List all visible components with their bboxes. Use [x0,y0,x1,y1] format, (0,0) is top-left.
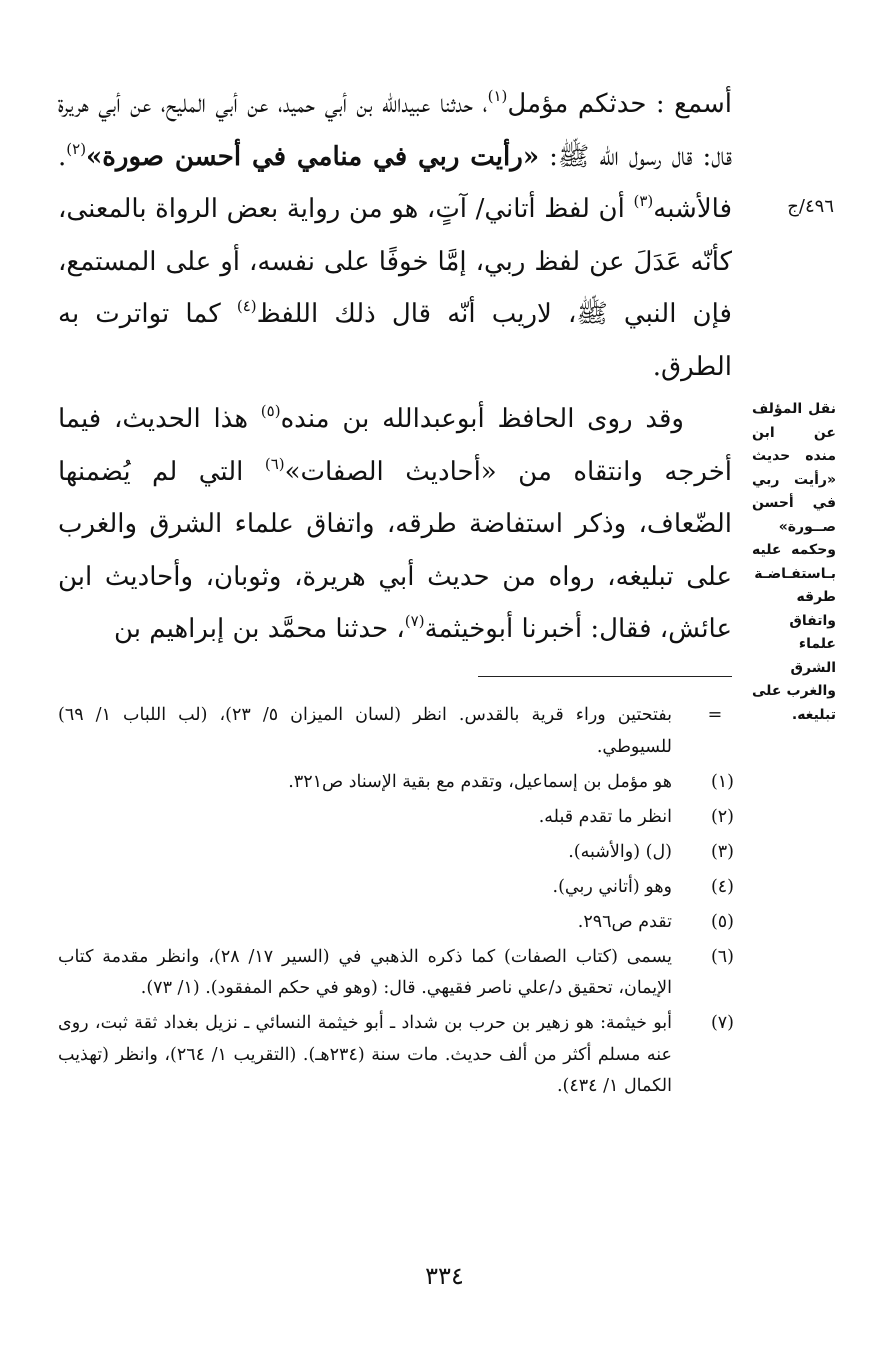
footnote-2 [58,802,734,834]
paragraph-2 [58,393,732,656]
text-run: ، حدثنا عبيدالله بن أبي حميد، عن أبي المليح، عن أبي هريرة قال: قال رسول الله ﷺ: [58,89,733,172]
footnote-ref-4[interactable]: (٤) [236,297,257,315]
footnote-separator [478,676,732,677]
footnote-text: تقدم ص٢٩٦. [577,911,672,932]
paragraph-1 [58,78,732,393]
footnote-number: = [707,705,723,725]
footnote-text: (ل) (والأشبه). [568,841,672,862]
footnote-text: أبو خيثمة: هو زهير بن حرب بن شداد ـ أبو خيثمة النسائي ـ نزيل بغداد ثقة ثبت، روى عنه مسلم أكثر من ألف حديث. مات سنة (٢٣٤هـ). (التقريب ١/ ٢٦٤)، وانظر (تهذيب الكمال ١/ ٤٣٤). [58,1013,672,1096]
footnote-ref-5[interactable]: (٥) [260,402,281,420]
text-run: أن لفظ أتاني/ آتٍ، هو من رواية بعض الرواة بالمعنى، كأنّه عَدَلَ عن لفظ ربي، إمَّا خوفًا على نفسه، أو على المستمع، فإن النبي ﷺ، لاريب أنّه قال ذلك اللفظ [58,194,732,329]
footnotes [58,700,734,1106]
text-run: التي لم يُضمنها الضّعاف، وذكر استفاضة طرقه، واتفاق علماء الشرق والغرب على تبليغه، رواه من حديث أبي هريرة، وثوبان، وأحاديث ابن عائش، فقال: أخبرنا أبوخيثمة [58,456,732,644]
page-number: ٣٣٤ [425,1262,464,1290]
footnote-number: (٦) [710,946,734,967]
footnote-number: (٤) [710,876,734,897]
footnote-ref-7[interactable]: (٧) [404,612,425,630]
footnote-5 [58,907,734,939]
footnote-ref-6[interactable]: (٦) [264,454,285,473]
margin-page-reference: ٤٩٦/ج [787,196,834,217]
footnote-7 [58,1008,734,1103]
footnote-number: (١) [710,771,734,792]
text-run: . فالأشبه [58,141,732,224]
footnote-text: انظر ما تقدم قبله. [538,806,672,827]
footnote-number: (٣) [710,841,734,862]
text-run: ، حدثنا محمَّد بن إبراهيم بن [114,614,405,644]
footnote-number: (٢) [710,806,734,827]
footnote-text: وهو (أتاني ربي). [552,876,672,897]
text-run: هذا الحديث، فيما أخرجه وانتقاه من «أحاديث الصفات» [58,404,733,487]
text-run: وقد روى الحافظ أبوعبدالله بن منده [280,404,684,434]
footnote-3 [58,837,734,869]
footnote-4 [58,872,734,904]
footnote-text: يسمى (كتاب الصفات) كما ذكره الذهبي في (السير ١٧/ ٢٨)، وانظر مقدمة كتاب الإيمان، تحقيق د/علي ناصر فقيهي. قال: (وهو في حكم المفقود). (١/ ٧٣). [58,946,672,998]
text-run: كما تواترت به الطرق. [58,299,732,382]
footnote-ref-2[interactable]: (٢) [66,139,87,158]
footnote-text: هو مؤمل بن إسماعيل، وتقدم مع بقية الإسناد ص٣٢١. [288,771,672,792]
footnote-ref-3[interactable]: (٣) [633,192,654,210]
hadith-quote: «رأيت ربي في منامي في أحسن صورة» [86,141,540,172]
footnote-6 [58,942,734,1005]
footnote-continuation [58,700,734,763]
margin-note: نقل المؤلف عن ابن منده حديث «رأيت ربي في أحسن صــورة» وحكمه عليه بـاستفـاضـة طرقه واتفاق علماء الشرق والغرب على تبليغه. [752,401,836,723]
main-text [58,78,732,656]
footnote-number: (٧) [710,1013,734,1033]
footnote-ref-1[interactable]: (١) [487,87,508,105]
footnote-number: (٥) [710,911,734,932]
footnote-1 [58,767,734,799]
text-run: أسمع : حدثكم مؤمل [507,89,732,119]
footnote-text: بفتحتين وراء قرية بالقدس. انظر (لسان الميزان ٥/ ٢٣)، (لب اللباب ١/ ٦٩) للسيوطي. [58,705,672,757]
